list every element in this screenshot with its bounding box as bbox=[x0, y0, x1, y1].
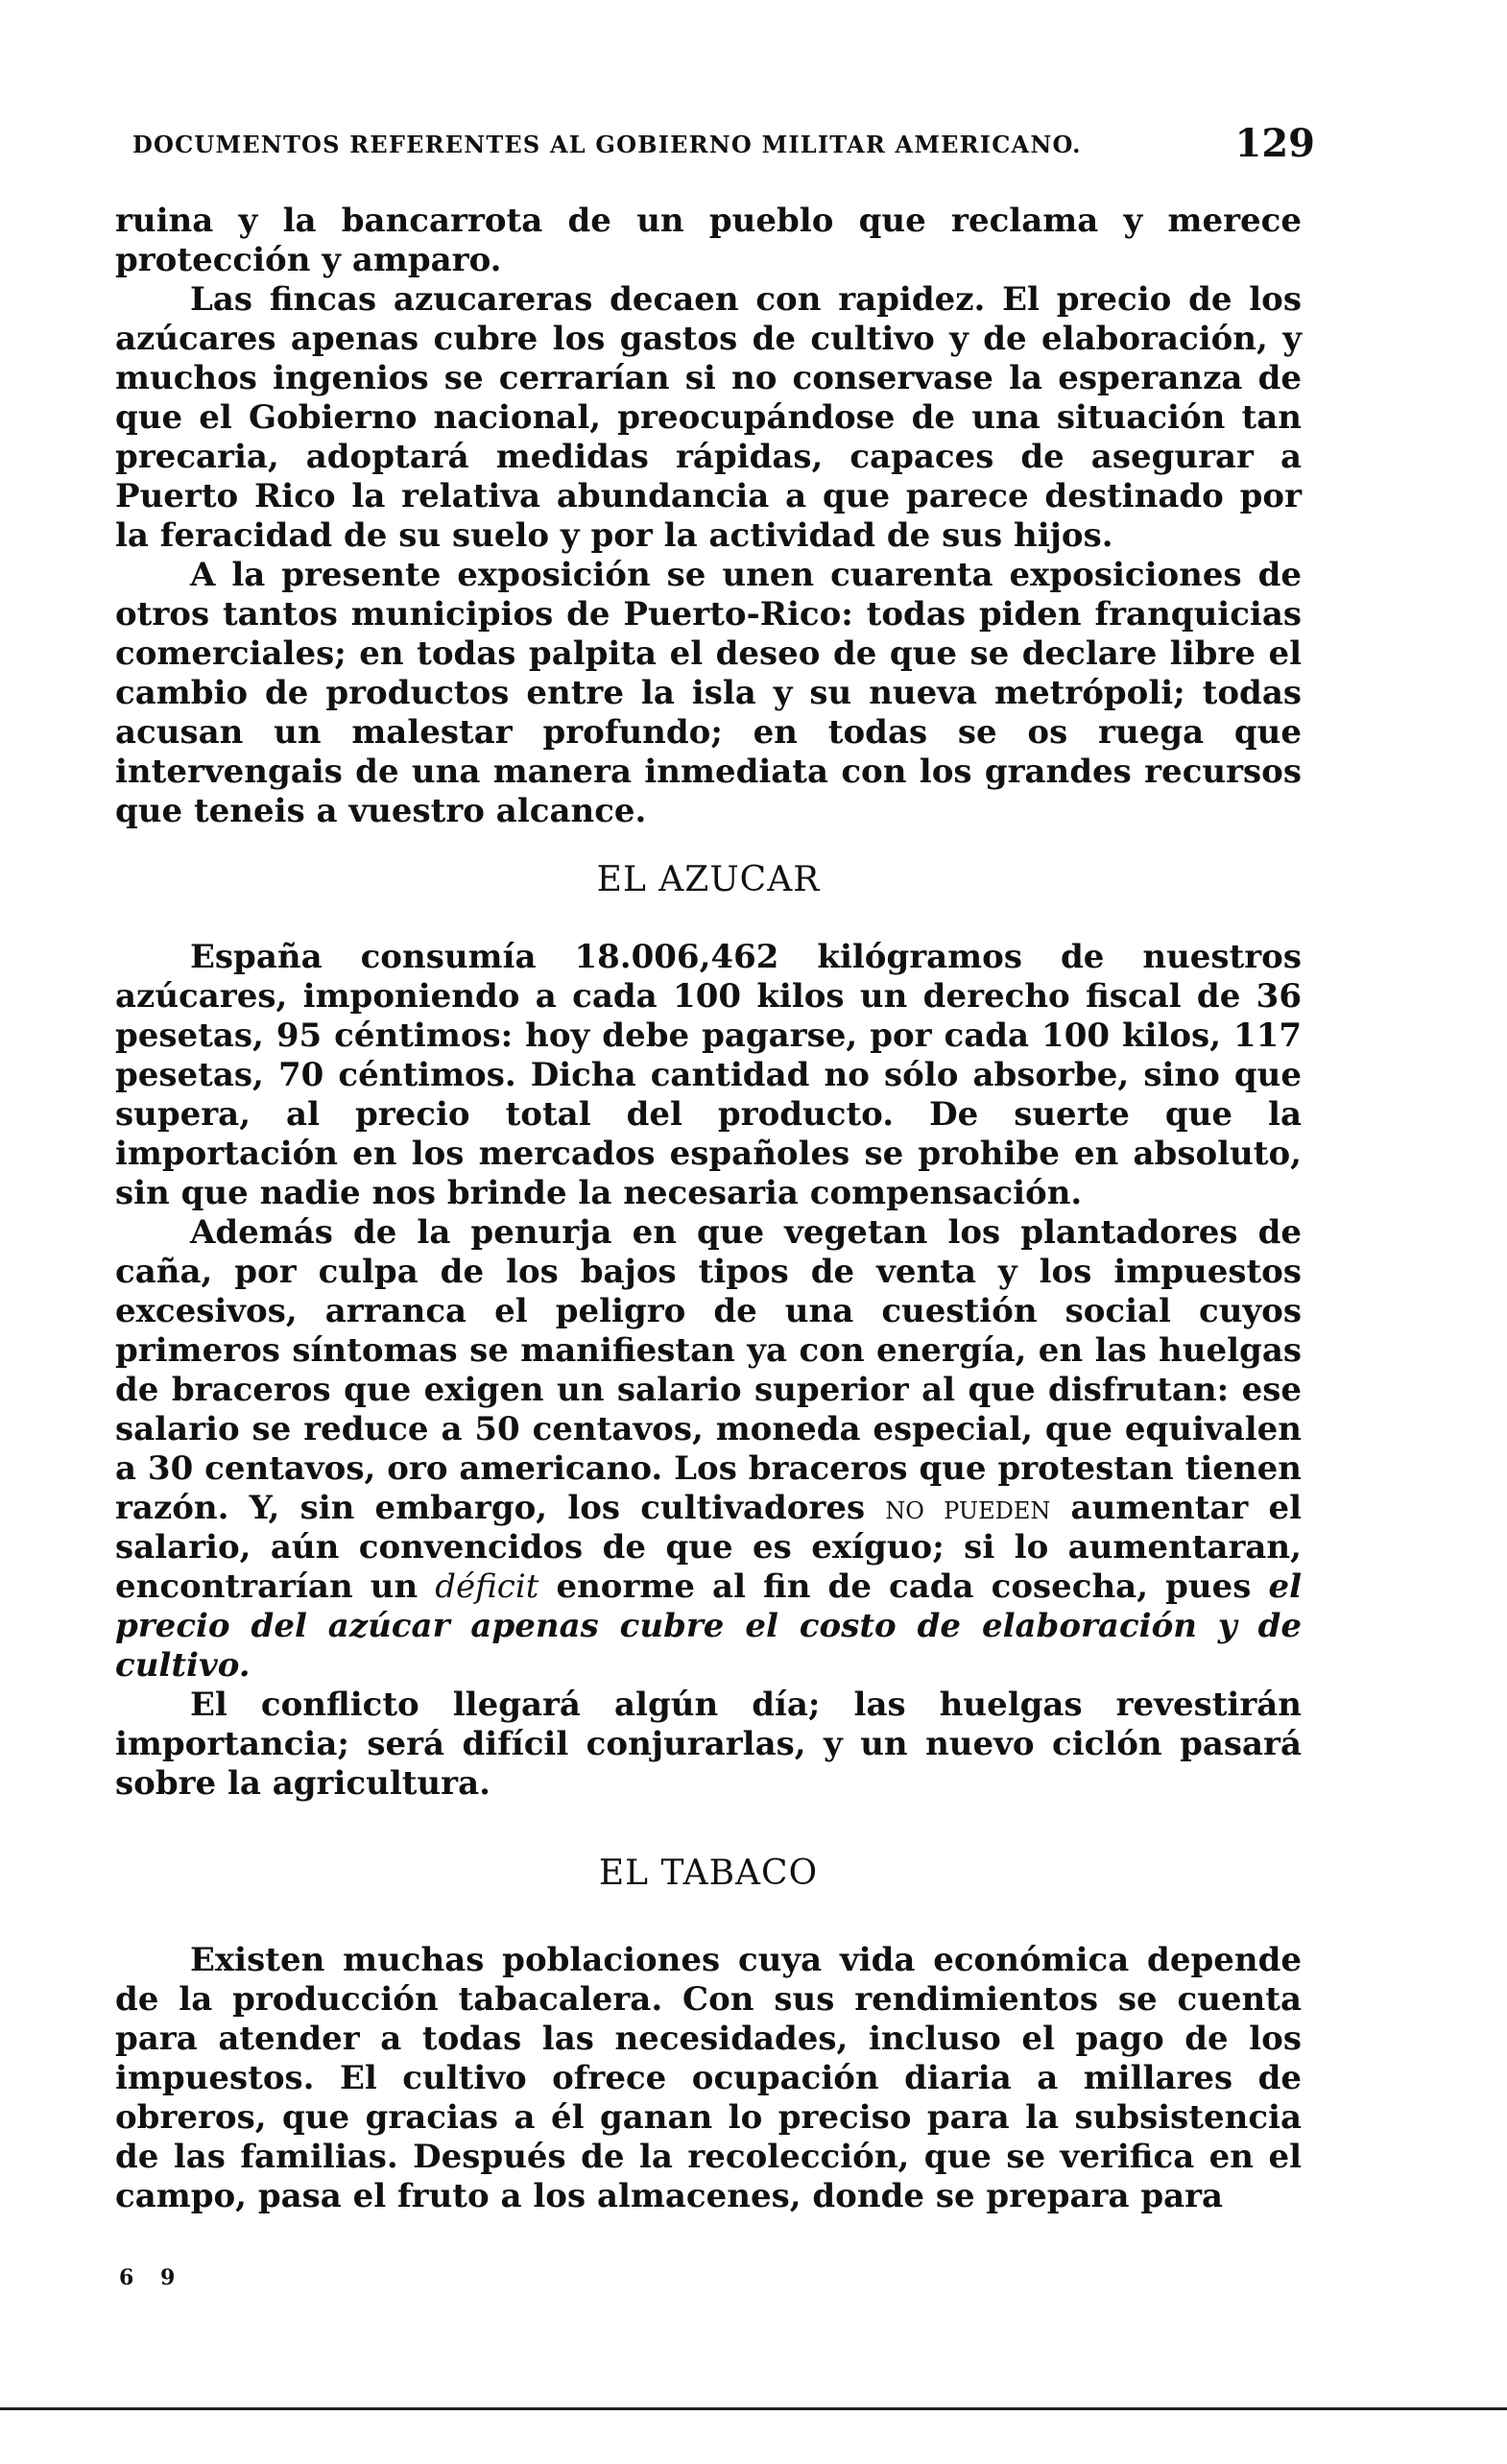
paragraph-azucar-consumo: España consumía 18.006,462 kilógramos de nuestros azúcares, imponiendo a cada 100 kilos un derecho fiscal de 36 pesetas, 95 céntimos: hoy debe pagarse, por cada 100 kilos, 117 pesetas, 70 céntimos. Dicha cantidad no sólo absorbe, sino que supera, al precio total del producto. De suerte que la importación en los mercados españoles se prohibe en absoluto, sin que nadie nos brinde la necesaria compensación. bbox=[115, 938, 1302, 1212]
penuria-text-b: aumentar el salario, aún convencidos de que es exíguo; si lo aumentaran, encontrarían un bbox=[115, 1489, 1302, 1606]
paragraph-fincas bbox=[115, 280, 1302, 556]
paragraph-exposicion: A la presente exposición se unen cuarenta exposiciones de otros tantos municipios de Puerto-Rico: todas piden franquicias comerciales; en todas palpita el deseo de que se declare libre el cambio de productos entre la isla y su nueva metrópoli; todas acusan un malestar profundo; en todas se os ruega que intervengais de una manera inmediata con los grandes recursos que teneis a vuestro alcance. bbox=[115, 556, 1302, 830]
section-title-azucar: EL AZUCAR bbox=[596, 860, 821, 899]
bottom-rule bbox=[0, 2407, 1507, 2410]
paragraph-azucar-penuria bbox=[115, 1213, 1302, 1686]
body-text bbox=[115, 202, 1302, 2216]
penuria-smallcaps: no pueden bbox=[885, 1489, 1051, 1527]
running-head bbox=[132, 117, 1315, 165]
penuria-text-a: Además de la penurja en que vegetan los plantadores de caña, por culpa de los bajos tipos de venta y los impuestos excesivos, arranca el peligro de una cuestión social cuyos primeros síntomas se manifiestan ya con energía, en las huelgas de braceros que exigen un salario superior al que disfrutan: ese salario se reduce a 50 centavos, moneda especial, que equivalen a 30 centavos, oro americano. Los braceros que protestan tienen razón. Y, sin embargo, los cultivadores bbox=[115, 1213, 1302, 1527]
paragraph-continuation: ruina y la bancarrota de un pueblo que reclama y merece protección y amparo. bbox=[115, 202, 1302, 279]
paragraph-fincas-text: Las fincas azucareras decaen con rapidez. El precio de los azúcares apenas cubre los gastos de cultivo y de elaboración, y muchos ingenios se cerrarían si no conservase la esperanza de que el Gobierno nacional, preocupándose de una situación tan precaria, adoptará medidas rápidas, capaces de asegurar a Puerto Rico la relativa abundancia a que parece destinado por la feracidad de su suelo y por la actividad de sus hijos. bbox=[115, 280, 1302, 555]
section-title-tabaco: EL TABACO bbox=[598, 1854, 819, 1893]
penuria-text-c: enorme al fin de cada cosecha, pues bbox=[538, 1567, 1269, 1606]
printer-signature: 6 9 bbox=[119, 2265, 185, 2290]
page-number: 129 bbox=[1234, 121, 1315, 166]
paragraph-azucar-conflicto: El conflicto llegará algún día; las huelgas revestirán importancia; será difícil conjurarlas, y un nuevo ciclón pasará sobre la agricultura. bbox=[115, 1686, 1302, 1803]
penuria-italic-precio: el precio del azúcar apenas cubre el costo de elaboración y de cultivo. bbox=[115, 1567, 1302, 1685]
penuria-italic-deficit: déficit bbox=[435, 1567, 539, 1606]
running-title: DOCUMENTOS REFERENTES AL GOBIERNO MILITAR AMERICANO. bbox=[132, 131, 1082, 158]
paragraph-tabaco: Existen muchas poblaciones cuya vida económica depende de la producción tabacalera. Con sus rendimientos se cuenta para atender a todas las necesidades, incluso el pago de los impuestos. El cultivo ofrece ocupación diaria a millares de obreros, que gracias a él ganan lo preciso para la subsistencia de las familias. Después de la recolección, que se verifica en el campo, pasa el fruto a los almacenes, donde se prepara para bbox=[115, 1941, 1302, 2215]
